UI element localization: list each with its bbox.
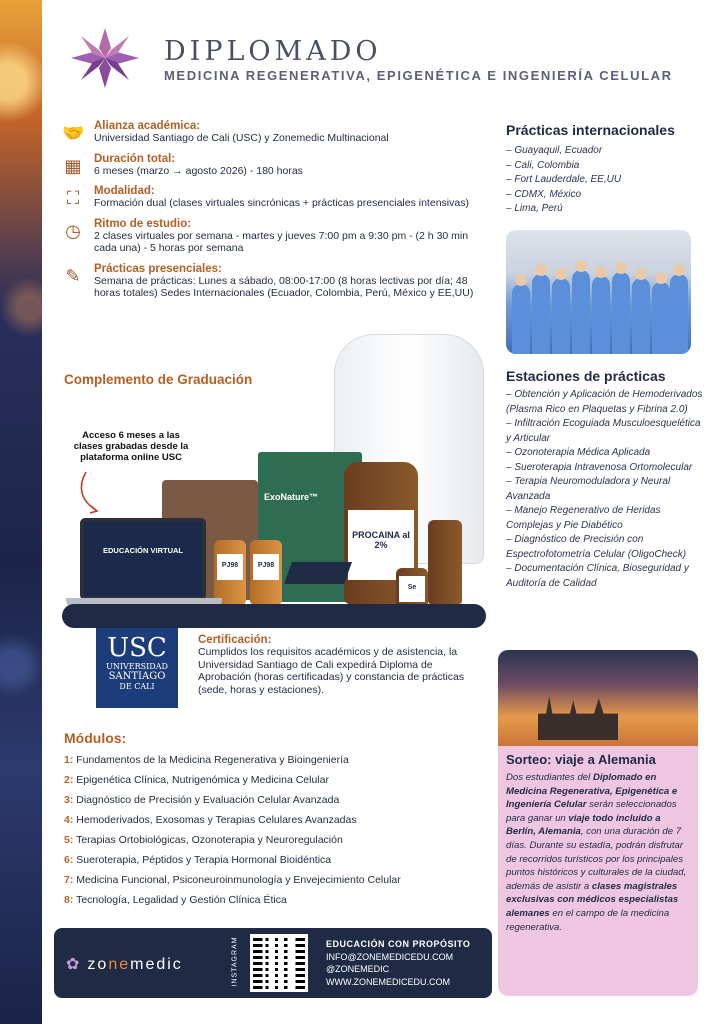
estaciones-practicas bbox=[506, 368, 706, 591]
page-title: DIPLOMADO bbox=[164, 36, 382, 67]
screen-text: EDUCACIÓN VIRTUAL bbox=[103, 546, 183, 555]
vial-image bbox=[214, 540, 246, 604]
certificacion-text: Cumplidos los requisitos académicos y de asistencia, la Universidad Santiago de Cali expedirá Diploma de Aprobación (horas certificadas) y constancia de prácticas (sede, horas y estaciones). bbox=[198, 646, 465, 696]
list-item: – Obtención y Aplicación de Hemoderivados (Plasma Rico en Plaquetas y Fibrina 2.0) bbox=[506, 389, 703, 415]
instagram-label bbox=[230, 936, 244, 990]
calendar-icon: ▦ bbox=[64, 155, 82, 176]
module-text: Diagnóstico de Precisión y Evaluación Celular Avanzada bbox=[76, 794, 340, 806]
sorteo-text-part: , con una duración de 7 días. Durante su estadía, podrán disfrutar de recorridos turísticos por los principales puntos históricos y culturales de la ciudad, además de asistir a bbox=[506, 826, 687, 892]
list-item: – Manejo Regenerativo de Heridas Complejas y Pie Diabético bbox=[506, 505, 661, 531]
castle-image bbox=[538, 696, 618, 740]
module-item bbox=[64, 834, 484, 854]
presentation-icon: ⛶ bbox=[66, 188, 80, 208]
list-item: – Ozonoterapia Médica Aplicada bbox=[506, 447, 651, 458]
program-info-list bbox=[62, 120, 482, 308]
handshake-icon: 🤝 bbox=[62, 123, 85, 143]
practicas-list bbox=[506, 144, 706, 217]
info-text: 6 meses (marzo → agosto 2026) - 180 horas bbox=[94, 164, 303, 177]
modulos-title: Módulos: bbox=[64, 730, 127, 746]
footer bbox=[54, 928, 492, 998]
syringe-icon: ✎ bbox=[65, 265, 81, 286]
group-photo bbox=[506, 230, 691, 354]
module-number: 4: bbox=[64, 814, 74, 826]
module-text: Terapias Ortobiológicas, Ozonoterapia y Neuroregulación bbox=[76, 834, 343, 846]
lotus-logo-icon bbox=[64, 22, 146, 92]
list-item: – Infiltración Ecoguiada Musculoesquelética y Articular bbox=[506, 418, 701, 444]
footer-handle[interactable]: @ZONEMEDIC bbox=[326, 964, 390, 974]
info-label: Ritmo de estudio: bbox=[94, 217, 192, 230]
list-item: – Diagnóstico de Precisión con Espectrofotometría Celular (OligoCheck) bbox=[506, 534, 687, 560]
info-label: Modalidad: bbox=[94, 185, 155, 197]
info-label: Duración total: bbox=[94, 152, 176, 165]
footer-email[interactable]: INFO@ZONEMEDICEDU.COM bbox=[326, 951, 454, 962]
module-number: 5: bbox=[64, 834, 74, 846]
info-text: Semana de prácticas: Lunes a sábado, 08:00-17:00 (8 horas lectivas por día; 48 horas totales) Sedes Internacionales (Ecuador, Colombia, Perú, México y EE,UU) bbox=[94, 274, 474, 299]
graduation-cap-image bbox=[284, 562, 352, 584]
sorteo-text-part: Dos estudiantes del bbox=[506, 772, 593, 783]
sorteo-card bbox=[498, 650, 698, 996]
module-text: Sueroterapia, Péptidos y Terapia Hormonal Bioidéntica bbox=[76, 854, 332, 866]
sorteo-text-part: serán seleccionados para ganar un bbox=[506, 799, 677, 824]
info-label: Alianza académica: bbox=[94, 120, 201, 132]
access-note: Acceso 6 meses a las clases grabadas desde la plataforma online USC bbox=[73, 430, 189, 463]
zonemedic-logo bbox=[66, 954, 183, 974]
module-item bbox=[64, 854, 484, 874]
practicas-title: Prácticas internacionales bbox=[506, 122, 675, 138]
vial-se bbox=[396, 568, 428, 608]
module-item bbox=[64, 754, 484, 774]
vial-image bbox=[428, 520, 462, 604]
sorteo-text-part: en el campo de la medicina regenerativa. bbox=[506, 907, 670, 933]
sorteo-text-bold: Diplomado en Medicina Regenerativa, Epigenética e Ingeniería Celular bbox=[506, 772, 678, 811]
curved-arrow-icon bbox=[78, 470, 108, 516]
sorteo-text bbox=[498, 771, 698, 934]
estaciones-list bbox=[506, 388, 706, 591]
info-text: Universidad Santiago de Cali (USC) y Zonemedic Multinacional bbox=[94, 132, 389, 144]
module-text: Medicina Funcional, Psiconeuroinmunología y Envejecimiento Celular bbox=[76, 874, 401, 886]
list-item: – Terapia Neuromoduladora y Neural Avanzada bbox=[506, 476, 671, 502]
sorteo-text-bold: viaje todo incluido a Berlín, Alemania bbox=[506, 812, 661, 838]
clock-icon: ◷ bbox=[65, 220, 81, 241]
vial-label: Se bbox=[399, 576, 425, 602]
sorteo-text-bold: clases magistrales exclusivas con médicos especialistas alemanes bbox=[506, 880, 679, 919]
sorteo-title: Sorteo: viaje a Alemania bbox=[506, 752, 656, 767]
header bbox=[64, 22, 704, 92]
module-number: 2: bbox=[64, 774, 74, 786]
usc-logo-text: SANTIAGO bbox=[108, 671, 166, 682]
module-text: Epigenética Clínica, Nutrigenómica y Medicina Celular bbox=[76, 774, 329, 786]
module-item bbox=[64, 794, 484, 814]
module-text: Hemoderivados, Exosomas y Terapias Celulares Avanzadas bbox=[76, 814, 357, 826]
box-label: ExoNature™ bbox=[264, 492, 319, 502]
usc-logo-text: USC bbox=[107, 633, 167, 663]
instagram-text: INSTAGRAM bbox=[231, 936, 239, 987]
contact-info bbox=[326, 938, 470, 988]
display-shelf bbox=[62, 604, 486, 628]
info-ritmo bbox=[62, 218, 482, 255]
vial-label: PJ98 bbox=[253, 554, 279, 580]
info-text: 2 clases virtuales por semana - martes y jueves 7:00 pm a 9:30 pm - (2 h 30 min cada una) - 5 horas por semana bbox=[94, 229, 469, 254]
vial-label: PJ98 bbox=[217, 554, 243, 580]
info-duracion bbox=[62, 153, 482, 178]
certificacion bbox=[198, 634, 488, 696]
info-practicas bbox=[62, 263, 482, 300]
info-alianza bbox=[62, 120, 482, 145]
vial-image bbox=[250, 540, 282, 604]
list-item: – CDMX, México bbox=[506, 188, 582, 200]
page-subtitle: MEDICINA REGENERATIVA, EPIGENÉTICA E INGENIERÍA CELULAR bbox=[164, 68, 673, 83]
logo-text: zo bbox=[87, 956, 109, 973]
footer-web[interactable]: WWW.ZONEMEDICEDU.COM bbox=[326, 976, 450, 987]
usc-logo-text: DE CALI bbox=[119, 682, 155, 691]
list-item: – Guayaquil, Ecuador bbox=[506, 145, 603, 156]
qr-code[interactable] bbox=[250, 934, 308, 992]
certificacion-title: Certificación: bbox=[198, 634, 272, 646]
usc-logo bbox=[96, 628, 178, 708]
usc-logo-text: UNIVERSIDAD bbox=[106, 662, 168, 671]
info-modalidad bbox=[62, 185, 482, 210]
module-number: 7: bbox=[64, 874, 74, 886]
module-text: Tecnología, Legalidad y Gestión Clínica Ética bbox=[76, 894, 287, 906]
practicas-internacionales bbox=[506, 122, 706, 217]
module-number: 1: bbox=[64, 754, 74, 766]
module-number: 3: bbox=[64, 794, 74, 806]
module-item bbox=[64, 814, 484, 834]
list-item: – Lima, Perú bbox=[506, 203, 563, 214]
footer-slogan: EDUCACIÓN CON PROPÓSITO bbox=[326, 939, 471, 949]
module-number: 6: bbox=[64, 854, 74, 866]
module-text: Fundamentos de la Medicina Regenerativa y Bioingeniería bbox=[76, 754, 349, 766]
list-item: – Fort Lauderdale, EE,UU bbox=[506, 174, 622, 185]
modulos-list bbox=[64, 754, 484, 914]
laptop-image bbox=[80, 518, 206, 600]
logo-text: medic bbox=[130, 956, 183, 973]
list-item: – Sueroterapia Intravenosa Ortomolecular bbox=[506, 461, 693, 473]
module-number: 8: bbox=[64, 894, 74, 906]
module-item bbox=[64, 894, 484, 914]
list-item: – Documentación Clínica, Bioseguridad y Auditoría de Calidad bbox=[506, 563, 689, 589]
info-text: Formación dual (clases virtuales sincrónicas + prácticas presenciales intensivas) bbox=[94, 197, 469, 209]
module-item bbox=[64, 774, 484, 794]
module-item bbox=[64, 874, 484, 894]
complemento-title: Complemento de Graduación bbox=[64, 372, 253, 387]
castle-photo bbox=[498, 650, 698, 746]
logo-text: ne bbox=[108, 956, 131, 973]
bottle-label: PROCAINA al 2% bbox=[348, 510, 414, 580]
lotus-icon: ✿ bbox=[66, 956, 82, 973]
decorative-side-strip bbox=[0, 0, 42, 1024]
estaciones-title: Estaciones de prácticas bbox=[506, 368, 666, 384]
list-item: – Cali, Colombia bbox=[506, 159, 580, 171]
info-label: Prácticas presenciales: bbox=[94, 262, 222, 275]
